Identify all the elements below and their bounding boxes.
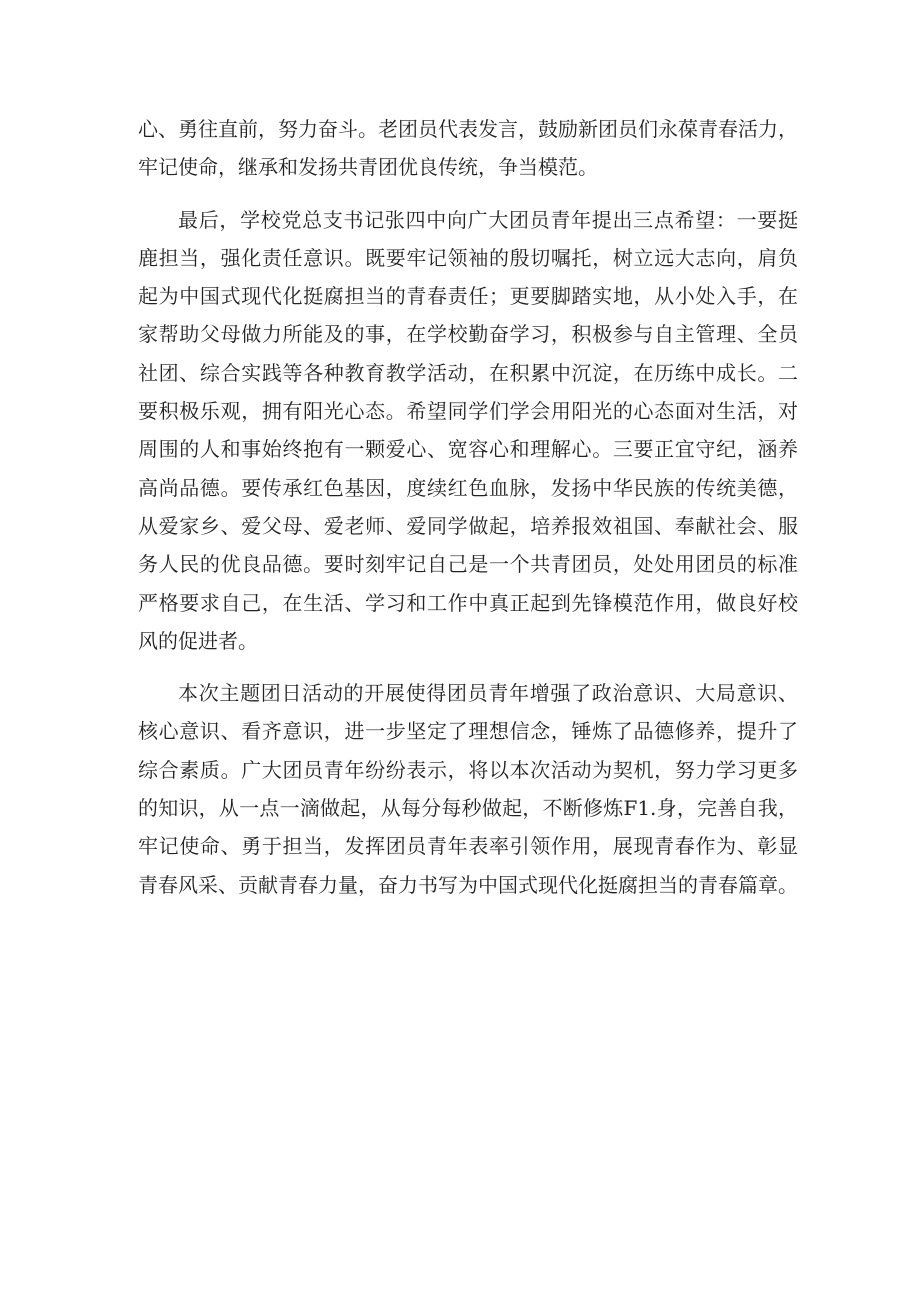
text-line: 务人民的优良品德。要时刻牢记自己是一个共青团员，处处用团员的标准 [138,552,798,577]
text-line: 最后，学校党总支书记张四中向广大团员青年提出三点希望：一要挺 [178,207,798,232]
text-line: 牢记使命，继承和发扬共青团优良传统，争当模范。 [138,155,598,180]
text-line: 起为中国式现代化挺腐担当的青春责任；更要脚踏实地，从小处入手，在 [138,284,798,309]
paragraph-1 [138,110,798,187]
paragraph-2 [138,201,798,661]
text-line: 要积极乐观，拥有阳光心态。希望同学们学会用阳光的心态面对生活，对 [138,399,798,424]
text-line: 周围的人和事始终抱有一颗爱心、宽容心和理解心。三要正宜守纪，涵养 [138,437,798,462]
paragraph-3 [138,674,798,904]
text-line: 家帮助父母做力所能及的事，在学校勤奋学习，积极参与自主管理、全员 [138,322,798,347]
text-line: 鹿担当，强化责任意识。既要牢记领袖的殷切嘱托，树立远大志向，肩负 [138,245,798,270]
text-line: 风的促进者。 [138,628,258,653]
text-line: 严格要求自己，在生活、学习和工作中真正起到先锋模范作用，做良好校 [138,590,798,615]
text-line: 本次主题团日活动的开展使得团员青年增强了政治意识、大局意识、 [178,681,798,706]
text-line: 社团、综合实践等各种教育教学活动，在积累中沉淀，在历练中成长。二 [138,360,798,385]
text-line: 高尚品德。要传承红色基因，度续红色血脉，发扬中华民族的传统美德， [138,475,798,500]
text-line: 从爱家乡、爱父母、爱老师、爱同学做起，培养报效祖国、奉献社会、服 [138,513,798,538]
text-line: 综合素质。广大团员青年纷纷表示，将以本次活动为契机，努力学习更多 [138,757,798,782]
text-line: 核心意识、看齐意识，进一步坚定了理想信念，锤炼了品德修养，提升了 [138,719,798,744]
document-body [138,110,798,904]
text-line: 青春风采、贡献青春力量，奋力书写为中国式现代化挺腐担当的青春篇章。 [138,872,798,897]
text-line: 牢记使命、勇于担当，发挥团员青年表率引领作用，展现青春作为、彰显 [138,834,798,859]
text-line: 的知识，从一点一滴做起，从每分每秒做起，不断修炼F1.身，完善自我， [138,796,798,821]
text-line: 心、勇往直前，努力奋斗。老团员代表发言，鼓励新团员们永葆青春活力， [138,117,798,141]
